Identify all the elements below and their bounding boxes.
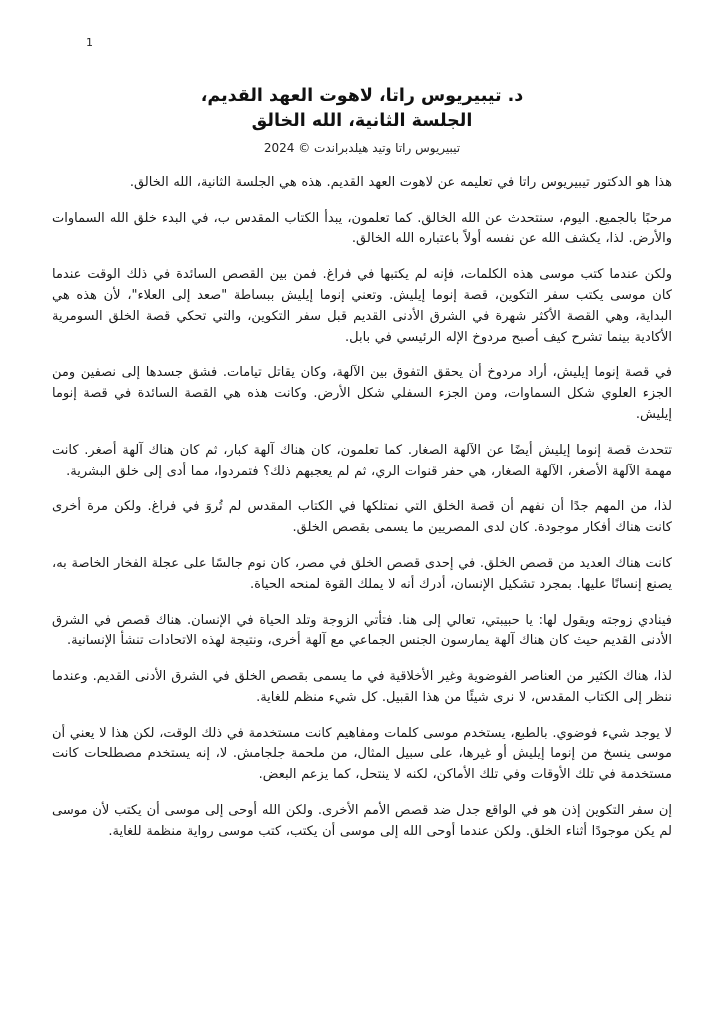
- paragraph: مرحبًا بالجميع. اليوم، سنتحدث عن الله الخالق. كما تعلمون، يبدأ الكتاب المقدس ب، في البدء خلق الله السماوات والأرض. لذا، يكشف الله عن نفسه أولاً باعتباره الله الخالق.: [52, 210, 672, 247]
- paragraph: إن سفر التكوين إذن هو في الواقع جدل ضد قصص الأمم الأخرى. ولكن الله أوحى إلى موسى أن يكتب لأن موسى لم يكن موجودًا أثناء الخلق. ولكن عندما أوحى الله إلى موسى أن يكتب، كتب موسى رواية منظمة للغاية.: [52, 803, 672, 839]
- paragraph: لذا، من المهم جدًا أن نفهم أن قصة الخلق التي نمتلكها في الكتاب المقدس لم تُروَ في فراغ. ولكن مرة أخرى كانت هناك أفكار موجودة. كان لدى المصريين ما يسمى بقصص الخلق.: [52, 499, 672, 536]
- title-line-2: الجلسة الثانية، الله الخالق: [251, 111, 473, 132]
- title-line-1: د. تيبيريوس راتا، لاهوت العهد القديم،: [200, 86, 524, 106]
- paragraph: هذا هو الدكتور تيبيريوس راتا في تعليمه عن لاهوت العهد القديم. هذه هي الجلسة الثانية، الله الخالق.: [129, 174, 672, 190]
- page-number: 1: [86, 36, 93, 49]
- paragraph: تتحدث قصة إنوما إيليش أيضًا عن الآلهة الصغار. كما تعلمون، كان هناك آلهة كبار، ثم كان هناك آلهة أصغر. كانت مهمة الآلهة الأصغر، الآلهة الصغار، هي حفر قنوات الري، ثم لم يعجبهم ذلك؟ فتمردوا، مما أدى إلى خلق البشرية.: [52, 442, 672, 479]
- paragraph: لذا، هناك الكثير من العناصر الفوضوية وغير الأخلاقية في ما يسمى بقصص الخلق في الشرق الأدنى القديم. وعندما ننظر إلى الكتاب المقدس، لا نرى شيئًا من هذا القبيل. كل شيء منظم للغاية.: [52, 669, 672, 705]
- document-content: [52, 84, 672, 858]
- paragraph: فينادي زوجته ويقول لها: يا حبيبتي، تعالي إلى هنا. فتأتي الزوجة وتلد الحياة في الإنسان. هناك قصص في الشرق الأدنى القديم حيث كان هناك آلهة يمارسون الجنس الجماعي مع آلهة أخرى، ونتيجة لهذه الاتحادات تنشأ الإنسانية.: [52, 612, 672, 649]
- paragraph: ولكن عندما كتب موسى هذه الكلمات، فإنه لم يكتبها في فراغ. فمن بين القصص السائدة في ذلك الوقت عندما كان موسى يكتب سفر التكوين، قصة إنوما إيليش. وتعني إنوما إيليش ببساطة "صعد إلى العلاء"، لأن هذه هي البداية، وهي القصة الأكثر شهرة في الشرق الأدنى القديم قبل سفر التكوين، والتي تحكي قصة الخلق السومرية الأكادية بينما تشرح كيف أصبح مردوخ الإله الرئيسي في بابل.: [52, 267, 672, 345]
- paragraph: لا يوجد شيء فوضوي. بالطبع، يستخدم موسى كلمات ومفاهيم كانت مستخدمة في ذلك الوقت، لكن هذا لا يعني أن موسى ينسخ من إنوما إيليش أو غيرها، على سبيل المثال، من ملحمة جلجامش. لا، إنه يستخدم مصطلحات كانت مستخدمة في تلك الأوقات وفي تلك الأماكن، لكنه لا ينتحل، كما يزعم البعض.: [52, 725, 672, 783]
- paragraph: كانت هناك العديد من قصص الخلق. في إحدى قصص الخلق في مصر، كان نوم جالسًا على عجلة الفخار الخاصة به، يصنع إنسانًا عليها. بمجرد تشكيل الإنسان، أدرك أنه لا يملك القوة لمنحه الحياة.: [52, 555, 672, 592]
- document-title: [52, 84, 672, 135]
- copyright-line: تيبيريوس راتا وتيد هيلدبراندت © 2024: [263, 140, 461, 155]
- body-text: [52, 173, 672, 843]
- paragraph: في قصة إنوما إيليش، أراد مردوخ أن يحقق التفوق بين الآلهة، وكان يقاتل تيامات. فشق جسدها إلى نصفين ومن الجزء العلوي شكل السماوات، ومن الجزء السفلي شكل الأرض. وكانت هذه هي القصة السائدة في قصة إنوما إيليش.: [52, 365, 672, 422]
